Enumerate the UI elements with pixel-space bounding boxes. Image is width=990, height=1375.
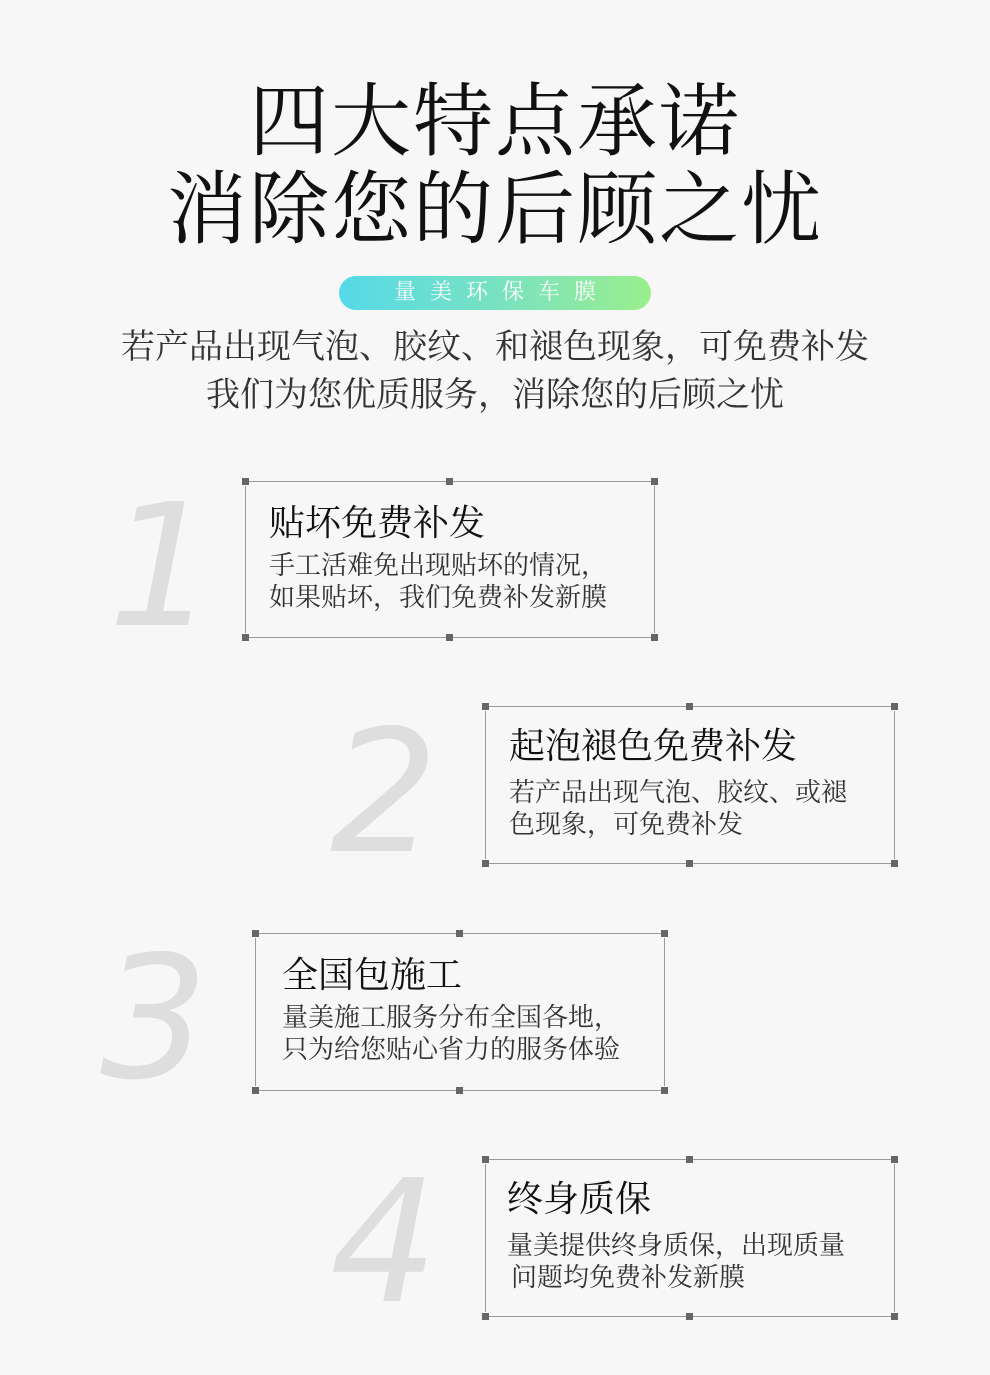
feature-number-1: 1 (108, 468, 217, 666)
corner-dot (651, 478, 658, 485)
feature-title-1: 贴坏免费补发 (269, 503, 486, 544)
corner-dot (891, 1156, 898, 1163)
corner-dot (242, 478, 249, 485)
corner-dot (891, 1313, 898, 1320)
feature-desc-2-line-2: 色现象，可免费补发 (509, 810, 744, 840)
corner-dot (891, 703, 898, 710)
corner-dot (446, 634, 453, 641)
brand-pill: 量美环保车膜 (339, 276, 651, 310)
feature-title-3: 全国包施工 (282, 955, 463, 996)
corner-dot (482, 1313, 489, 1320)
corner-dot (482, 703, 489, 710)
corner-dot (456, 930, 463, 937)
corner-dot (661, 930, 668, 937)
page-title-line-2: 消除您的后顾之忧 (167, 163, 823, 256)
feature-card-3 (255, 933, 665, 1091)
feature-desc-3-line-2: 只为给您贴心省力的服务体验 (282, 1035, 621, 1065)
corner-dot (482, 860, 489, 867)
corner-dot (456, 1087, 463, 1094)
page-title-line-1: 四大特点承诺 (249, 75, 741, 168)
feature-desc-3-line-1: 量美施工服务分布全国各地， (282, 1003, 621, 1033)
feature-desc-4-line-1: 量美提供终身质保，出现质量 (507, 1231, 846, 1261)
feature-desc-1-line-2: 如果贴坏，我们免费补发新膜 (269, 583, 608, 613)
feature-number-3: 3 (100, 920, 209, 1118)
corner-dot (252, 930, 259, 937)
feature-number-2: 2 (330, 694, 439, 892)
feature-desc-1-line-1: 手工活难免出现贴坏的情况， (269, 551, 608, 581)
corner-dot (891, 860, 898, 867)
feature-card-4 (485, 1159, 895, 1317)
feature-title-2: 起泡褪色免费补发 (509, 726, 798, 767)
corner-dot (242, 634, 249, 641)
intro-line-1: 若产品出现气泡、胶纹、和褪色现象，可免费补发 (121, 327, 869, 367)
feature-desc-2-line-1: 若产品出现气泡、胶纹、或褪 (509, 778, 848, 808)
corner-dot (252, 1087, 259, 1094)
corner-dot (446, 478, 453, 485)
feature-card-2 (485, 706, 895, 864)
feature-desc-4-line-2: 问题均免费补发新膜 (511, 1263, 746, 1293)
feature-card-1 (245, 481, 655, 638)
corner-dot (651, 634, 658, 641)
corner-dot (686, 1313, 693, 1320)
corner-dot (686, 1156, 693, 1163)
corner-dot (661, 1087, 668, 1094)
intro-line-2: 我们为您优质服务，消除您的后顾之忧 (206, 375, 784, 415)
feature-title-4: 终身质保 (507, 1179, 652, 1220)
corner-dot (482, 1156, 489, 1163)
corner-dot (686, 703, 693, 710)
corner-dot (686, 860, 693, 867)
feature-number-4: 4 (330, 1144, 439, 1342)
